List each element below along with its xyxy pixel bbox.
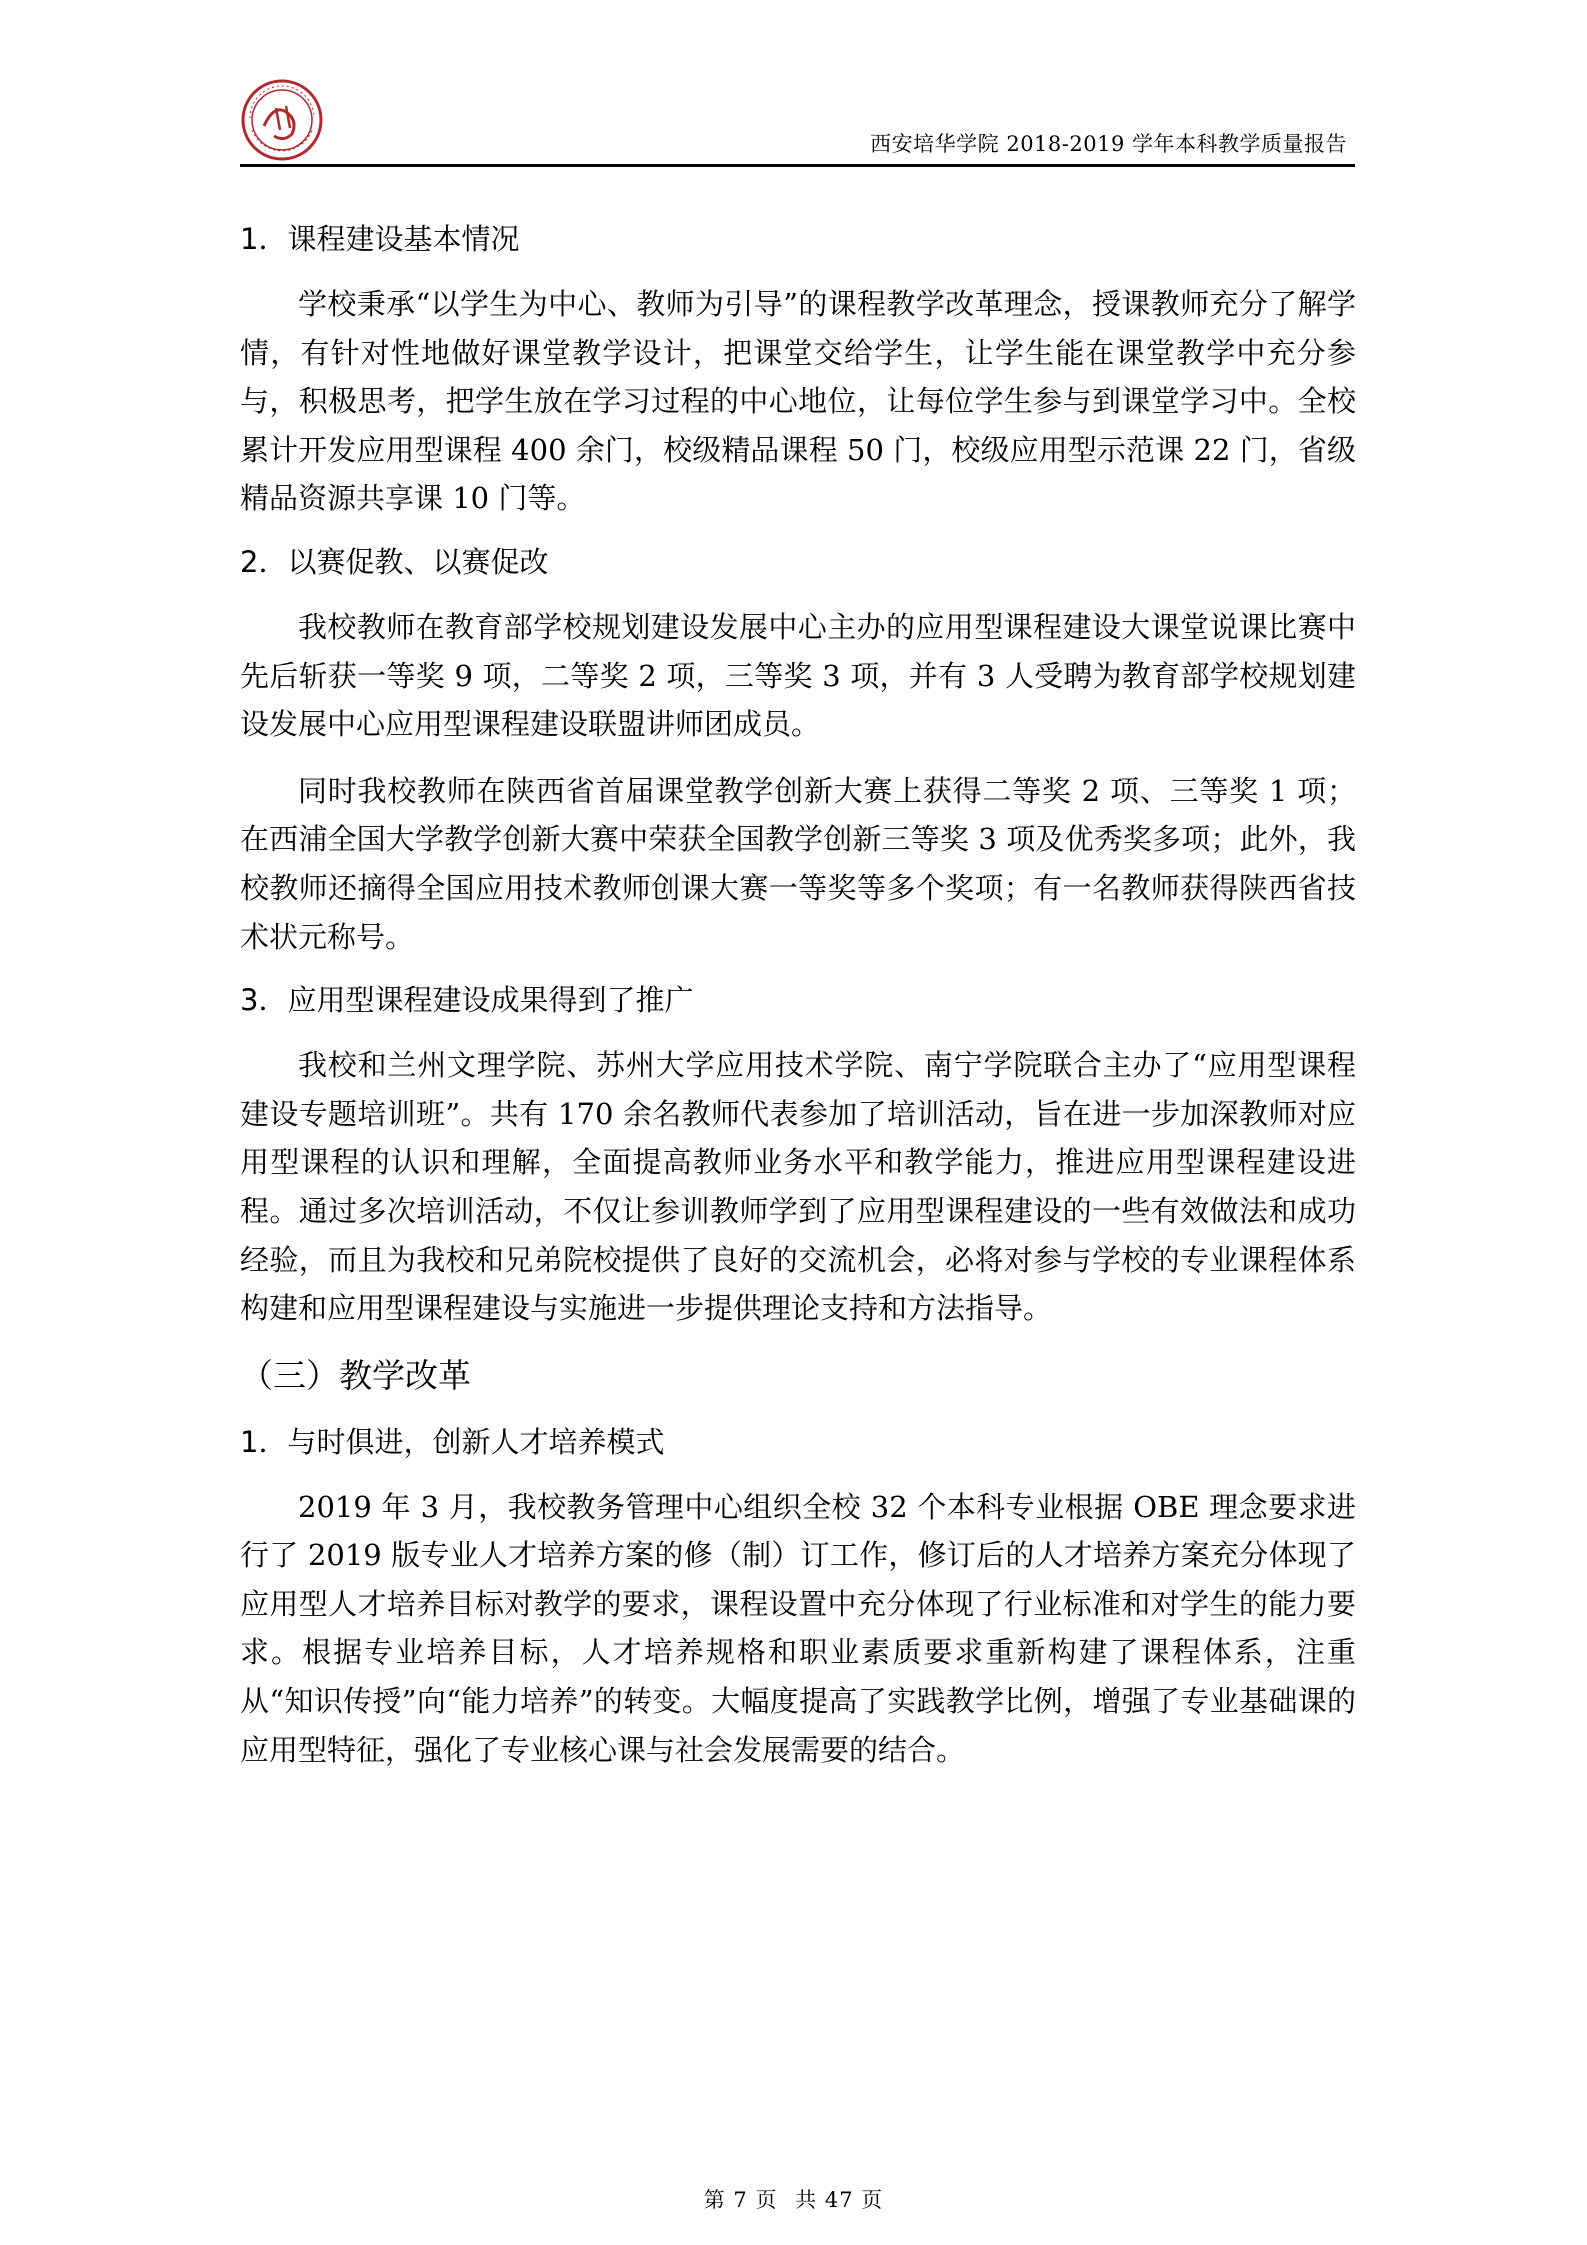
header-divider — [240, 164, 1355, 167]
chapter-heading-teaching-reform: （三）教学改革 — [240, 1355, 471, 1395]
total-pages: 共 47 页 — [795, 2188, 884, 2212]
section-heading-course-construction: 1．课程建设基本情况 — [240, 222, 520, 256]
paragraph: 2019 年 3 月，我校教务管理中心组织全校 32 个本科专业根据 OBE 理念要求进行了 2019 版专业人才培养方案的修（制）订工作，修订后的人才培养方案充分体现了应用型人才培养目标对教学的要求，课程设置中充分体现了行业标准和对学生的能力要求。根据专业培养目标，人才培养规格和职业素质要求重新构建了课程体系，注重从“知识传授”向“能力培养”的转变。大幅度提高了实践教学比例，增强了专业基础课的应用型特征，强化了专业核心课与社会发展需要的结合。 — [240, 1489, 1356, 1767]
section-heading-promotion: 3．应用型课程建设成果得到了推广 — [240, 983, 694, 1018]
page-content — [240, 218, 1356, 1792]
paragraph: 同时我校教师在陕西省首届课堂教学创新大赛上获得二等奖 2 项、三等奖 1 项；在西浦全国大学教学创新大赛中荣获全国教学创新三等奖 3 项及优秀奖多项；此外，我校教师还摘得全国应用技术教师创课大赛一等奖等多个奖项；有一名教师获得陕西省技术状元称号。 — [240, 773, 1356, 954]
paragraph: 我校和兰州文理学院、苏州大学应用技术学院、南宁学院联合主办了“应用型课程建设专题培训班”。共有 170 余名教师代表参加了培训活动，旨在进一步加深教师对应用型课程的认识和理解，全面提高教师业务水平和教学能力，推进应用型课程建设进程。通过多次培训活动，不仅让参训教师学到了应用型课程建设的一些有效做法和成功经验，而且为我校和兄弟院校提供了良好的交流机会，必将对参与学校的专业课程体系构建和应用型课程建设与实施进一步提供理论支持和方法指导。 — [240, 1048, 1356, 1326]
paragraph: 学校秉承“以学生为中心、教师为引导”的课程教学改革理念，授课教师充分了解学情，有针对性地做好课堂教学设计，把课堂交给学生，让学生能在课堂教学中充分参与，积极思考，把学生放在学习过程的中心地位，让每位学生参与到课堂学习中。全校累计开发应用型课程 400 余门，校级精品课程 50 门，校级应用型示范课 22 门，省级精品资源共享课 10 门等。 — [240, 287, 1356, 516]
page-number: 第 7 页 — [703, 2188, 778, 2212]
paragraph: 我校教师在教育部学校规划建设发展中心主办的应用型课程建设大课堂说课比赛中先后斩获一等奖 9 项，二等奖 2 项，三等奖 3 项，并有 3 人受聘为教育部学校规划建设发展中心应用型课程建设联盟讲师团成员。 — [240, 609, 1356, 742]
section-heading-talent-cultivation: 1．与时俱进，创新人才培养模式 — [240, 1424, 665, 1459]
report-header-title: 西安培华学院 2018-2019 学年本科教学质量报告 — [870, 132, 1347, 156]
page-footer — [0, 2184, 1587, 2214]
section-heading-competitions: 2．以赛促教、以赛促改 — [240, 544, 549, 579]
